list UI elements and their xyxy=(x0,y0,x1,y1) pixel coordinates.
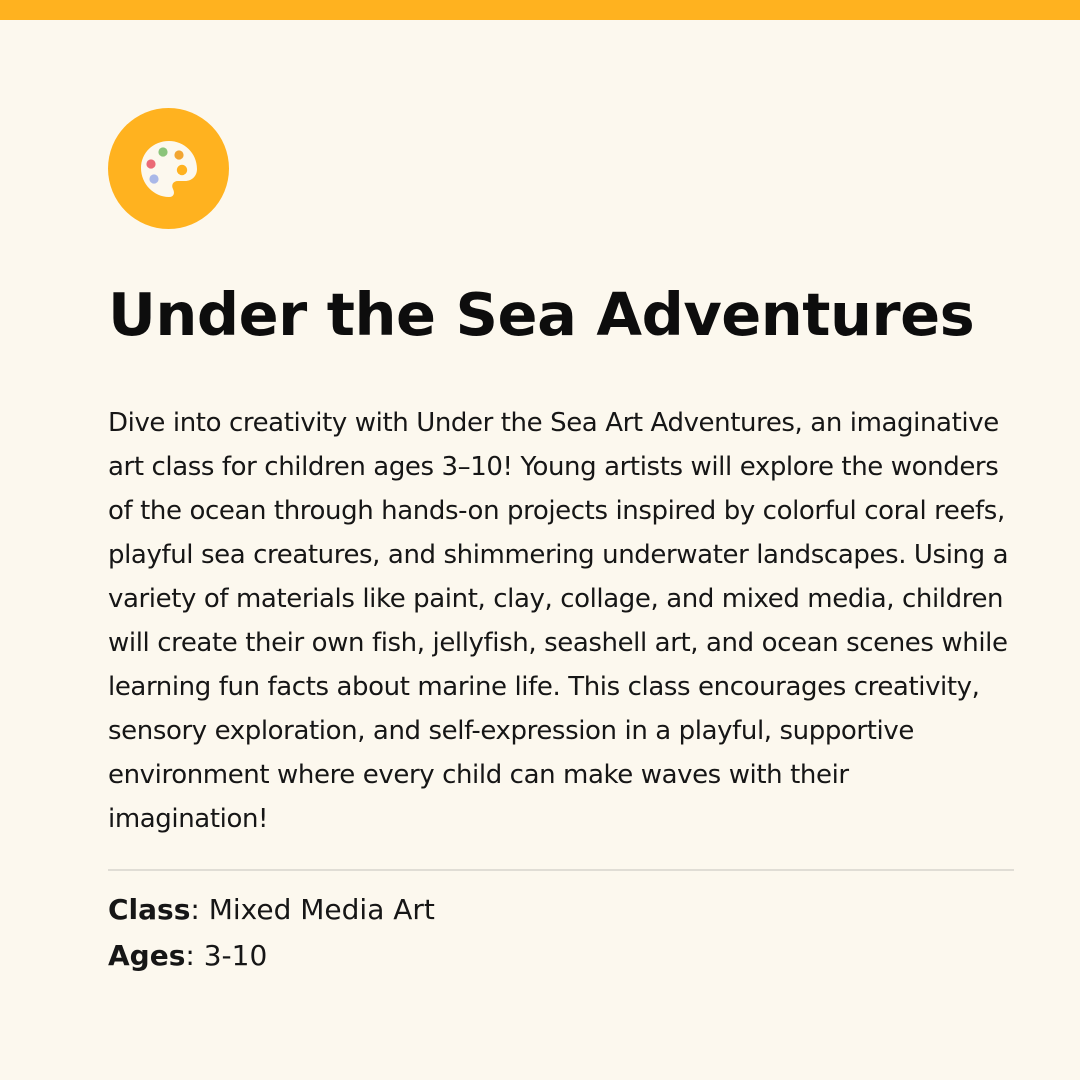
page-title: Under the Sea Adventures xyxy=(108,280,975,349)
ages-row xyxy=(108,933,1014,979)
ages-value: : 3-10 xyxy=(185,939,268,972)
top-accent-bar xyxy=(0,0,1080,20)
class-description: Dive into creativity with Under the Sea Art Adventures, an imaginative art class for children ages 3–10! Young artists will explore the wonders of the ocean through hands-on projects inspired by colorful coral reefs, playful sea creatures, and shimmering underwater landscapes. Using a variety of materials like paint, clay, collage, and mixed media, children will create their own fish, jellyfish, seashell art, and ocean scenes while learning fun facts about marine life. This class encourages creativity, sensory exploration, and self-expression in a playful, supportive environment where every child can make waves with their imagination! xyxy=(108,408,1009,834)
class-card xyxy=(108,108,1014,979)
icon-badge xyxy=(108,108,229,229)
art-palette-icon xyxy=(137,137,201,201)
class-row xyxy=(108,887,1014,933)
divider xyxy=(108,869,1014,871)
class-details xyxy=(108,887,1014,979)
ages-label: Ages xyxy=(108,939,186,972)
class-label: Class xyxy=(108,893,191,926)
class-value: : Mixed Media Art xyxy=(190,893,435,926)
